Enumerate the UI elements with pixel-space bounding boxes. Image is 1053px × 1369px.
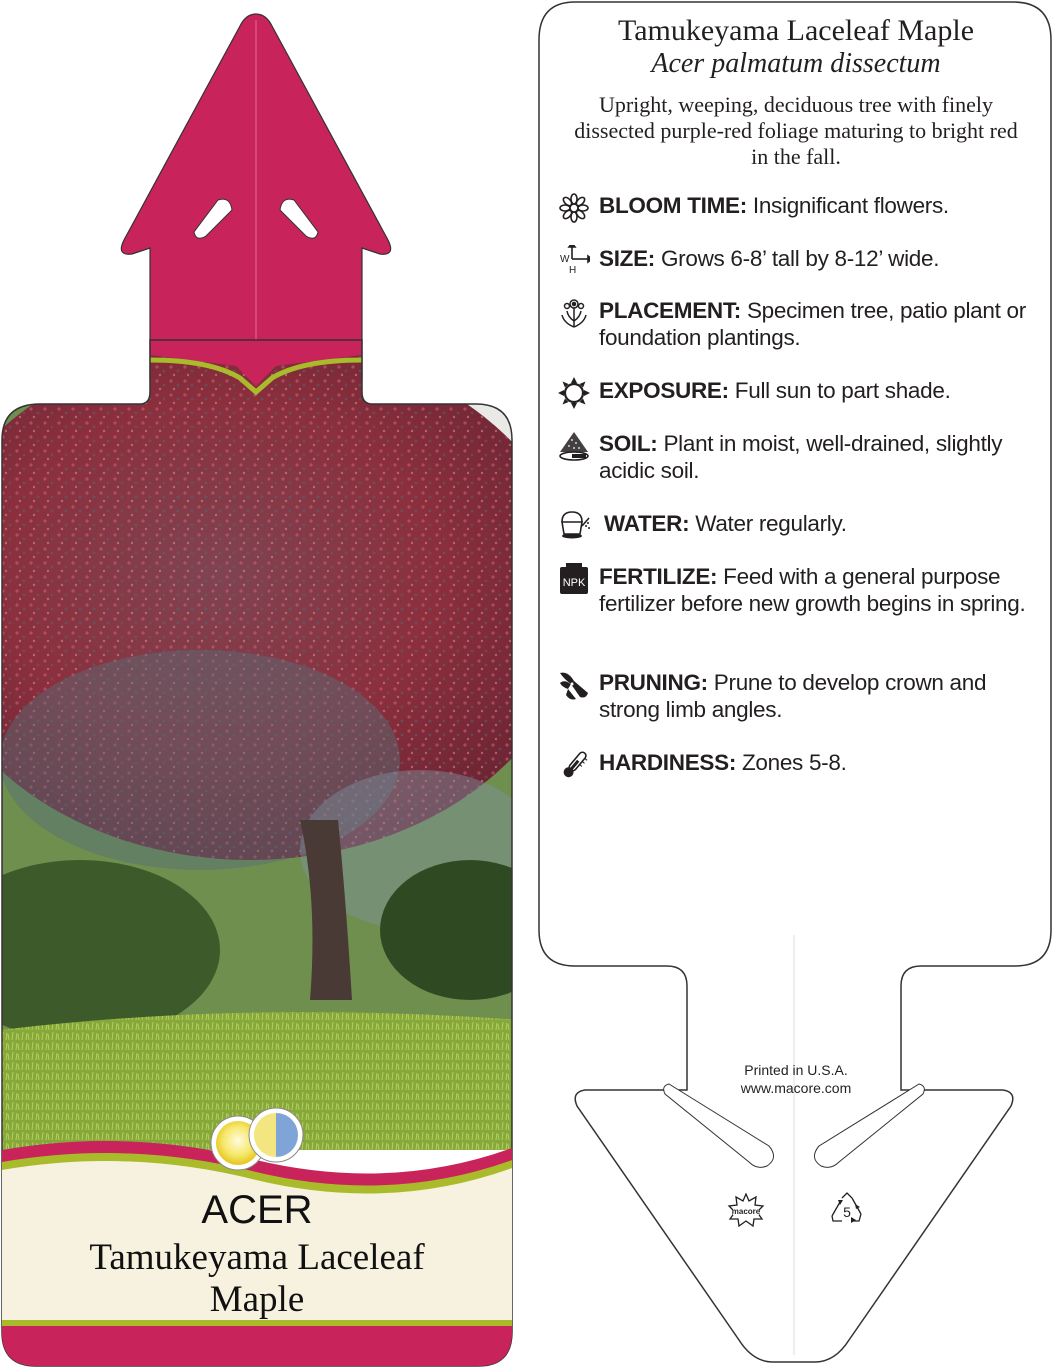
front-name-line1: Tamukeyama Laceleaf <box>89 1237 425 1278</box>
pruners-icon <box>558 669 590 701</box>
front-genus: ACER <box>201 1188 313 1232</box>
care-soil: SOIL: Plant in moist, well-drained, slightly acidic soil. <box>558 430 1038 490</box>
back-botanical-name: Acer palmatum dissectum <box>651 48 941 79</box>
plants-icon <box>558 297 590 329</box>
printed-in: Printed in U.S.A. <box>744 1062 848 1078</box>
care-exposure: EXPOSURE: Full sun to part shade. <box>558 377 1038 407</box>
sun-icon <box>558 377 590 409</box>
care-water: WATER: Water regularly. <box>558 510 1038 540</box>
macore-logo-icon <box>727 1193 765 1227</box>
svg-text:5: 5 <box>843 1204 851 1220</box>
care-hardiness: HARDINESS: Zones 5-8. <box>558 749 1038 779</box>
back-description: Upright, weeping, deciduous tree with finely dissected purple-red foliage maturing to bright red in the fall. <box>574 92 1018 169</box>
svg-text:NPK: NPK <box>562 577 586 589</box>
care-fertilize: NPK FERTILIZE: Feed with a general purpose fertilizer before new growth begins in spring. <box>558 563 1038 648</box>
part-sun-icon <box>249 1108 303 1162</box>
care-pruning: PRUNING: Prune to develop crown and strong limb angles. <box>558 669 1038 729</box>
soil-mound-icon <box>558 430 590 462</box>
front-tag <box>0 0 520 1369</box>
care-size: W H SIZE: Grows 6-8’ tall by 8-12’ wide. <box>558 245 1038 275</box>
care-bloom-time: BLOOM TIME: Insignificant flowers. <box>558 192 1038 222</box>
svg-text:macore: macore <box>731 1207 761 1216</box>
maple-photo <box>0 340 520 1160</box>
care-placement: PLACEMENT: Specimen tree, patio plant or foundation plantings. <box>558 297 1038 357</box>
watering-can-icon <box>558 510 590 542</box>
front-name-line2: Maple <box>209 1279 305 1320</box>
svg-text:H: H <box>569 265 577 276</box>
size-arrows-icon <box>558 245 590 277</box>
flower-icon <box>558 192 590 224</box>
website: www.macore.com <box>740 1080 852 1096</box>
back-common-name: Tamukeyama Laceleaf Maple <box>617 14 975 47</box>
fertilizer-bag-icon <box>558 563 590 595</box>
svg-text:W: W <box>560 254 570 265</box>
recycle-icon <box>830 1192 864 1224</box>
thermometer-icon <box>558 749 590 781</box>
